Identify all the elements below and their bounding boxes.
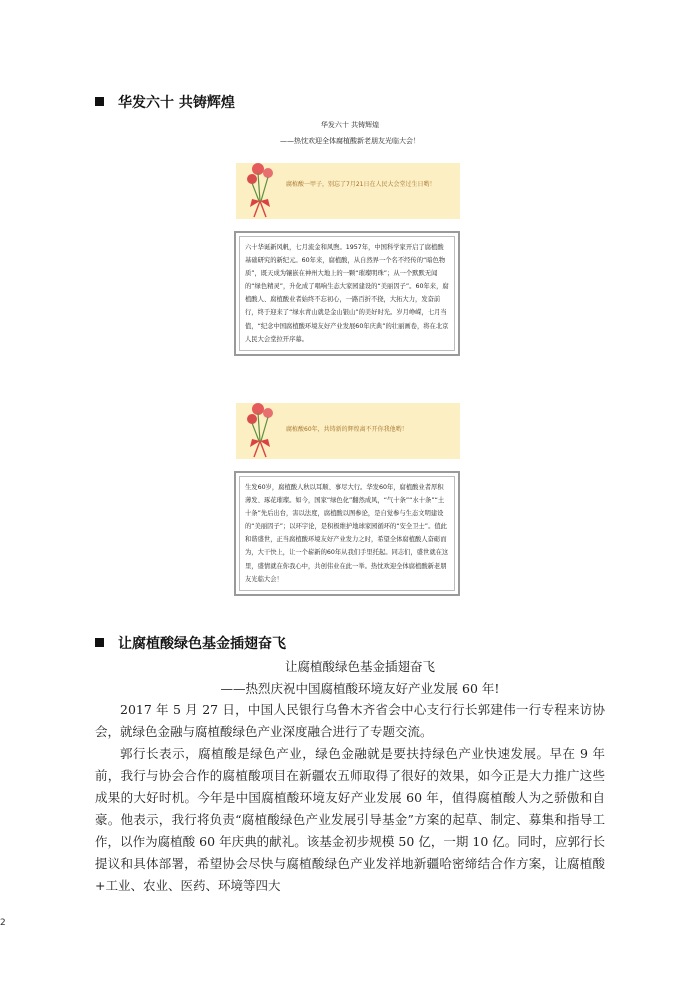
- section-heading-2: [95, 633, 286, 653]
- section-heading-text: 让腐植酸绿色基金插翅奋飞: [118, 636, 286, 652]
- banner-1-text: 腐植酸一甲子，别忘了7月21日在人民大会堂过生日哟！: [286, 181, 436, 188]
- poster-banner-2: [236, 403, 460, 459]
- poster-banner-1: [236, 163, 460, 219]
- article-body: [95, 699, 605, 897]
- section-heading-text: 华发六十 共铸辉煌: [118, 95, 235, 111]
- poster-textbox-1: [234, 231, 460, 356]
- textbox-1-content: 六十华诞新风帆，七月流金和风煦。1957年，中国科学家开启了腐植酸基础研究的新纪元。60年来，腐植酸，从自然界一个名不经传的“暗色物质”，既天成为镶嵌在神州大地上的一颗“璀璨明珠”；从一个默默无闻的“绿色精灵”，升化成了唱响生态大家园建设的“美丽因子”。60年来，腐植酸人、腐植酸业者始终不忘初心，一路百折不挠，大拓大力，发奋前行，终于迎来了“绿水青山就是金山银山”的美好时光。岁月峥嵘，七月当值，“纪念中国腐植酸环境友好产业发展60年庆典”的壮丽画卷，将在北京人民大会堂拉开序幕。: [239, 236, 455, 351]
- banner-2-text: 腐植酸60年，共铸新的辉煌离不开你我他哟！: [286, 426, 408, 433]
- carnation-bouquet-icon: [240, 159, 280, 219]
- textbox-2-content: 生发60岁，腐植酸人秋以耳顺、事尽大行。华发60年，腐植酸业者厚积薄发、琢花璀璨。如今，国家“绿色化”翻然成风，“气十条”“水十条”“土十条”先后出台，害以法度，腐植酸以图参论，是自觉参与生态文明建设的“美丽因子”；以环宇论，是积极维护地球家园循环的“安全卫士”。值此和谐盛世，正当腐植酸环境友好产业发力之时，希望全体腐植酸人奋砺而为，大干快上，让一个崭新的60年从我们手里托起。同志们，盛世就在这里，盛情就在你我心中，共创伟业在此一举。热忱欢迎全体腐植酸新老朋友光临大会！: [239, 476, 455, 591]
- poster-subtitle: ——热忱欢迎全体腐植酸新老朋友光临大会！: [280, 137, 420, 145]
- paragraph: 郭行长表示，腐植酸是绿色产业，绿色金融就是要扶持绿色产业快速发展。早在 9 年前，我行与协会合作的腐植酸项目在新疆农五师取得了很好的效果，如今正是大力推广这些成果的大好时机。今年是中国腐植酸环境友好产业发展 60 年，值得腐植酸人为之骄傲和自豪。他表示，我行将负责“腐植酸绿色产业发展引导基金”方案的起草、制定、募集和指导工作，以作为腐植酸 60 年庆典的献礼。该基金初步规模 50 亿，一期 10 亿。同时，应郭行长提议和具体部署，希望协会尽快与腐植酸绿色产业发祥地新疆哈密缔结合作方案，让腐植酸+工业、农业、医药、环境等四大: [95, 746, 605, 893]
- article-title: 让腐植酸绿色基金插翅奋飞: [284, 659, 435, 674]
- article-subtitle: ——热烈庆祝中国腐植酸环境友好产业发展 60 年!: [220, 681, 500, 696]
- carnation-bouquet-icon: [240, 399, 280, 459]
- square-bullet-icon: [95, 638, 104, 647]
- poster-title: 华发六十 共铸辉煌: [320, 121, 380, 129]
- section-heading-1: [95, 92, 235, 112]
- paragraph: 2017 年 5 月 27 日，中国人民银行乌鲁木齐省会中心支行行长郭建伟一行专程来访协会，就绿色金融与腐植酸绿色产业深度融合进行了专题交流。: [95, 702, 605, 739]
- poster-textbox-2: [234, 471, 460, 596]
- square-bullet-icon: [95, 97, 104, 106]
- page-number: 2: [0, 918, 6, 928]
